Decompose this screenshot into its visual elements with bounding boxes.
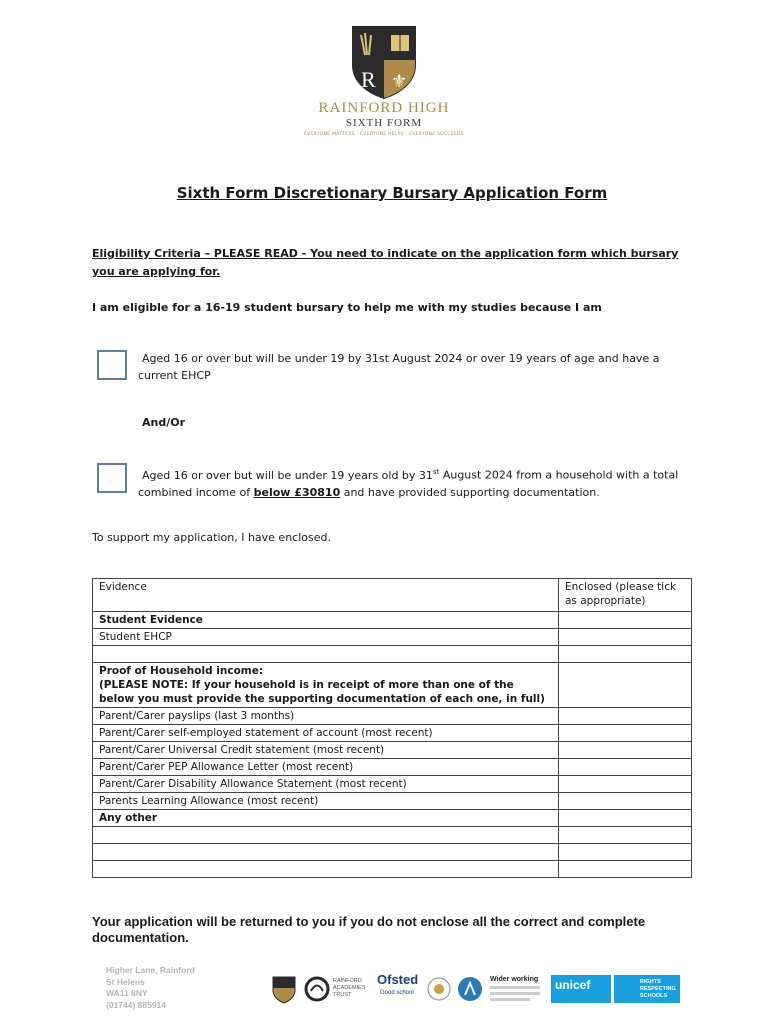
enclosed-cell[interactable]: [559, 810, 692, 827]
wider-working-line: [490, 992, 540, 995]
footer-note: Your application will be returned to you if you do not enclose all the correct and complete documentation.: [92, 914, 646, 945]
any-other-label: Any other: [93, 810, 559, 827]
wider-working-line: [490, 986, 540, 989]
enclosed-header: Enclosed (please tick as appropriate): [559, 579, 692, 612]
enclosed-cell[interactable]: [559, 759, 692, 776]
evidence-table: [92, 578, 692, 878]
enclosed-cell[interactable]: [559, 793, 692, 810]
crest-letter: R: [361, 67, 376, 92]
empty-cell[interactable]: [93, 861, 559, 878]
empty-cell[interactable]: [93, 827, 559, 844]
table-row: [93, 725, 692, 742]
enclosed-cell[interactable]: [559, 742, 692, 759]
school-motto: EVERYONE MATTERS · EVERYONE HELPS · EVERYONE SUCCEEDS: [304, 132, 464, 137]
table-row: [93, 844, 692, 861]
table-row: [93, 810, 692, 827]
and-or-label: And/Or: [142, 416, 186, 429]
academies-trust-label: RAINFORD ACADEMIES TRUST: [333, 978, 366, 998]
evidence-item: Parent/Carer self-employed statement of account (most recent): [93, 725, 559, 742]
option1-label: Aged 16 or over but will be under 19 by 31st August 2024 or over 19 years of age and have a current EHCP: [138, 352, 660, 382]
evidence-item: Parent/Carer Disability Allowance Statement (most recent): [93, 776, 559, 793]
wider-working-line: [490, 998, 530, 1001]
eligibility-heading: Eligibility Criteria – PLEASE READ - You need to indicate on the application form which bursary you are applying for.: [92, 247, 679, 278]
school-address: Higher Lane, Rainford St Helens WA11 8NY (01744) 885914: [106, 965, 195, 1010]
evidence-item: Parent/Carer Universal Credit statement (most recent): [93, 742, 559, 759]
arts-council-icon: [457, 976, 483, 1002]
enclosed-cell[interactable]: [559, 725, 692, 742]
table-row: [93, 708, 692, 725]
enclosed-cell[interactable]: [559, 861, 692, 878]
table-row: [93, 759, 692, 776]
table-row: [93, 827, 692, 844]
table-row: [93, 776, 692, 793]
household-heading: Proof of Household income: (PLEASE NOTE: If your household is in receipt of more than one of the below you must provide the supporting documentation of each one, in full): [93, 663, 559, 708]
empty-cell: [93, 646, 559, 663]
eligibility-statement: I am eligible for a 16-19 student bursary to help me with my studies because I am: [92, 301, 602, 314]
rights-respecting-logo: RIGHTS RESPECTING SCHOOLS: [614, 975, 680, 1003]
wider-working-label: Wider working: [490, 976, 539, 983]
ofsted-sub: Good school: [380, 990, 414, 996]
svg-text:⚜: ⚜: [391, 71, 408, 92]
unicef-logo: unicef: [551, 975, 611, 1003]
badge-icon: [426, 976, 452, 1002]
evidence-item: Parents Learning Allowance (most recent): [93, 793, 559, 810]
option1-checkbox[interactable]: [97, 350, 127, 380]
evidence-item: Parent/Carer payslips (last 3 months): [93, 708, 559, 725]
academies-trust-icon: [304, 976, 330, 1002]
small-crest-icon: [272, 976, 296, 1004]
table-row: [93, 646, 692, 663]
evidence-item: Parent/Carer PEP Allowance Letter (most recent): [93, 759, 559, 776]
table-row: [93, 861, 692, 878]
ofsted-logo: Ofsted: [377, 972, 419, 987]
school-crest-logo: [351, 25, 417, 99]
table-row: [93, 742, 692, 759]
enclosed-cell[interactable]: [559, 629, 692, 646]
table-row: [93, 612, 692, 629]
option2-checkbox[interactable]: [97, 463, 127, 493]
table-row: [93, 629, 692, 646]
school-subtitle: SIXTH FORM: [345, 117, 423, 129]
table-row: [93, 793, 692, 810]
empty-cell[interactable]: [93, 844, 559, 861]
student-evidence-heading: Student Evidence: [93, 612, 559, 629]
evidence-header: Evidence: [93, 579, 559, 612]
student-ehcp-label: Student EHCP: [93, 629, 559, 646]
enclosed-cell[interactable]: [559, 827, 692, 844]
school-name: RAINFORD HIGH: [318, 100, 450, 116]
enclosed-cell[interactable]: [559, 708, 692, 725]
option2-label: Aged 16 or over but will be under 19 years old by 31st August 2024 from a household with a total combined income of below £30810 and have provided supporting documentation.: [138, 468, 679, 499]
enclosed-cell[interactable]: [559, 612, 692, 629]
enclosed-cell[interactable]: [559, 776, 692, 793]
enclosed-cell[interactable]: [559, 844, 692, 861]
enclosed-cell[interactable]: [559, 663, 692, 708]
table-header-row: [93, 579, 692, 612]
page-title: Sixth Form Discretionary Bursary Application Form: [176, 184, 608, 202]
enclosed-cell[interactable]: [559, 646, 692, 663]
table-row: [93, 663, 692, 708]
support-text: To support my application, I have enclosed.: [92, 531, 331, 544]
